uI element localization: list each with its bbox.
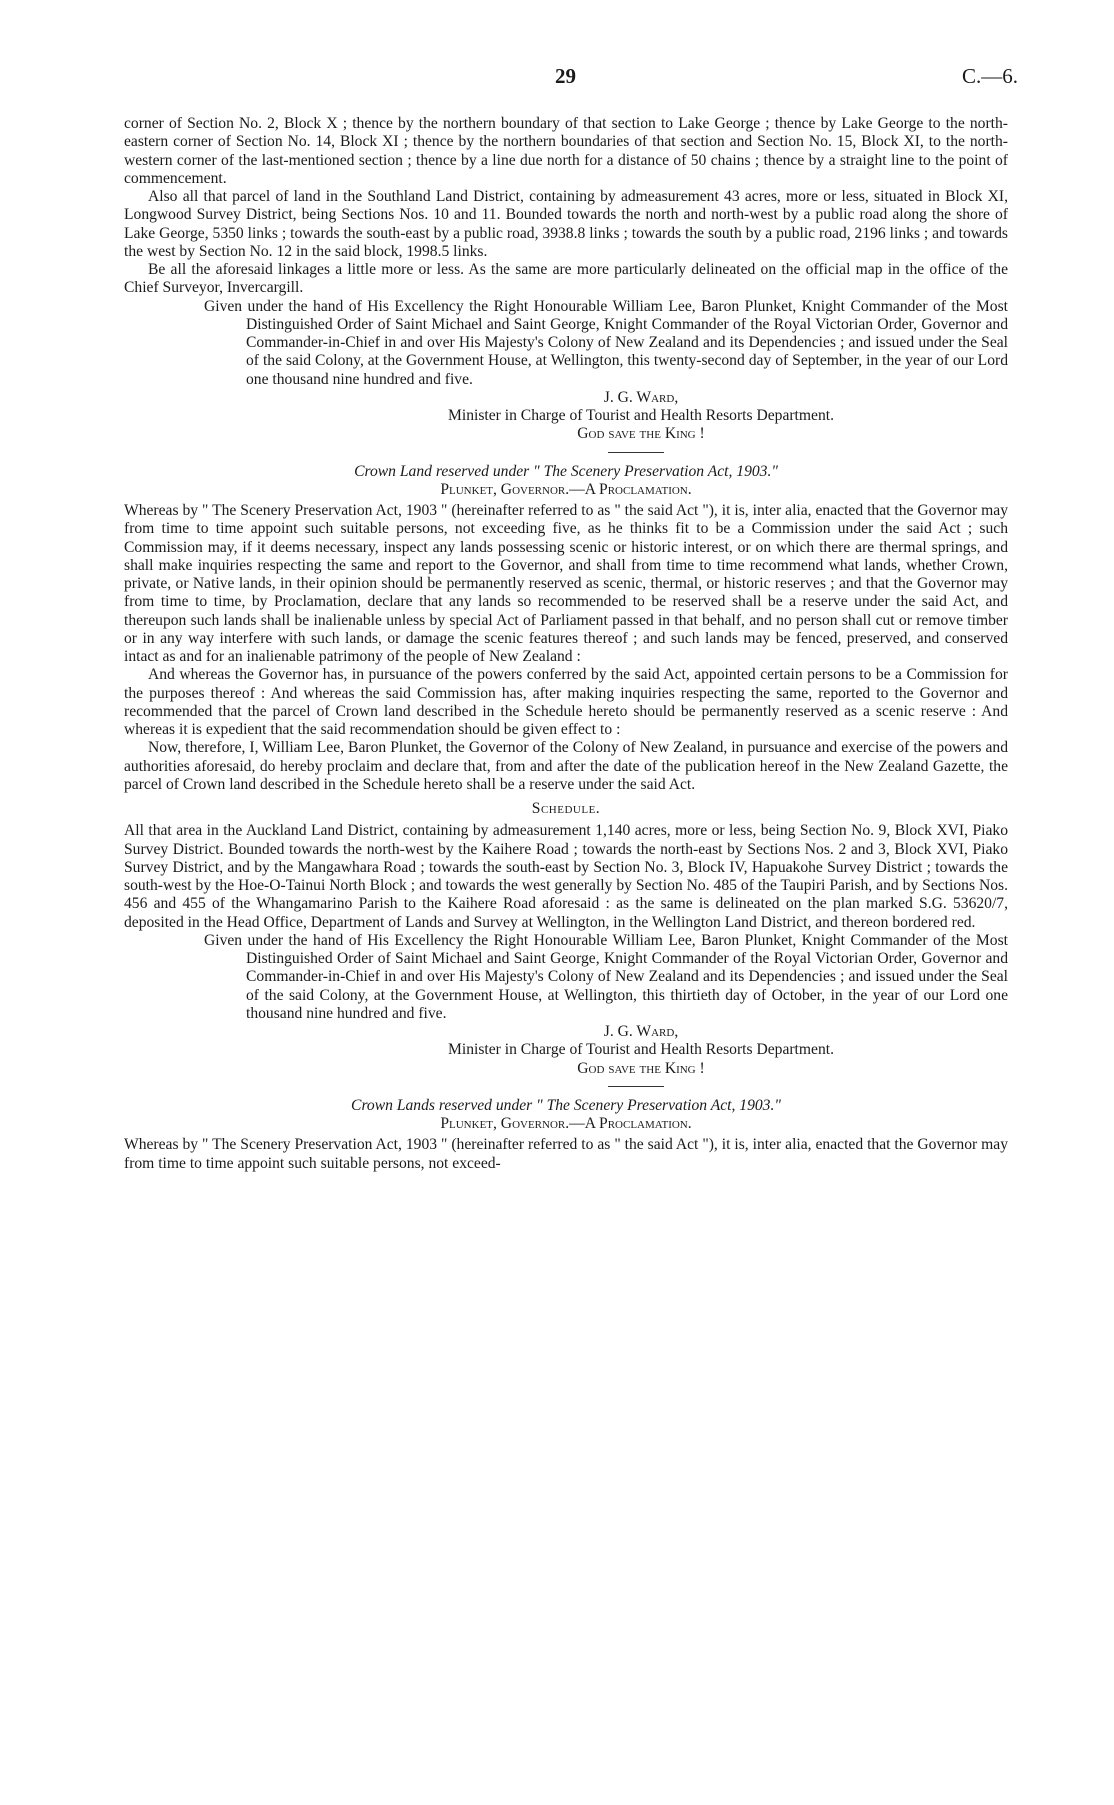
section-divider	[608, 452, 664, 453]
given-under-hand-paragraph: Given under the hand of His Excellency the Right Honourable William Lee, Baron Plunket, Knight Commander of the Most Distinguished Order of Saint Michael and Saint George, Knight Commander of the Royal Victorian Order, Governor and Commander-in-Chief in and over His Majesty's Colony of New Zealand and its Dependencies ; and issued under the Seal of the said Colony, at the Government House, at Wellington, this thirtieth day of October, in the year of our Lord one thousand nine hundred and five.	[204, 931, 1008, 1022]
proclamation-heading: Crown Lands reserved under " The Scenery Preservation Act, 1903."	[351, 1096, 781, 1114]
proclamation-heading: Crown Land reserved under " The Scenery Preservation Act, 1903."	[354, 462, 778, 480]
boundary-paragraph: corner of Section No. 2, Block X ; thence by the northern boundary of that section to Lake George ; thence by Lake George to the north-eastern corner of Section No. 14, Block XI ; thence by the northern boundaries of that section and Section No. 15, Block XI, to the north-western corner of the last-mentioned section ; thence by a line due north for a distance of 50 chains ; thence by a straight line to the point of commencement.	[124, 115, 1008, 187]
now-therefore-paragraph: Now, therefore, I, William Lee, Baron Plunket, the Governor of the Colony of New Zealand, in pursuance and exercise of the powers and authorities aforesaid, do hereby proclaim and declare that, from and after the date of the publication hereof in the New Zealand Gazette, the parcel of Crown land described in the Schedule hereto shall be a reserve under the said Act.	[124, 739, 1008, 793]
schedule-heading: Schedule.	[531, 800, 601, 817]
proclamation-subheading: Plunket, Governor.—A Proclamation.	[440, 1115, 692, 1132]
signature-name: J. G. Ward,	[603, 388, 679, 406]
proclamation-subheading: Plunket, Governor.—A Proclamation.	[440, 480, 692, 498]
page-header	[0, 64, 1114, 94]
god-save-the-king: God save the King !	[577, 425, 705, 443]
schedule-paragraph: All that area in the Auckland Land District, containing by admeasurement 1,140 acres, more or less, being Section No. 9, Block XVI, Piako Survey District. Bounded towards the north-west by the Kaihere Road ; towards the north-east by Sections Nos. 2 and 3, Block XVI, Piako Survey District, and by the Mangawhara Road ; towards the south-east by Section No. 3, Block IV, Hapuakohe Survey District ; towards the south-west by the Hoe-O-Tainui North Block ; and towards the west generally by Section No. 485 of the Taupiri Parish, and by Sections Nos. 456 and 455 of the Whangamarino Parish to the Kaihere Road aforesaid : as the same is delineated on the plan marked S.G. 53620/7, deposited in the Head Office, Department of Lands and Survey at Wellington, in the Wellington Land District, and thereon bordered red.	[124, 822, 1008, 931]
parcel-paragraph: Also all that parcel of land in the Southland Land District, containing by admeasurement 43 acres, more or less, situated in Block XI, Longwood Survey District, being Sections Nos. 10 and 11. Bounded towards the north and north-west by a public road along the shore of Lake George, 5350 links ; towards the south-east by a public road, 3938.8 links ; towards the south by a public road, 2196 links ; and towards the west by Section No. 12 in the said block, 1998.5 links.	[124, 188, 1008, 260]
signature-title: Minister in Charge of Tourist and Health Resorts Department.	[448, 1041, 834, 1059]
page-body	[124, 115, 1008, 1173]
signature-title: Minister in Charge of Tourist and Health Resorts Department.	[448, 407, 834, 424]
document-reference: C.—6.	[961, 64, 1018, 88]
and-whereas-paragraph: And whereas the Governor has, in pursuance of the powers conferred by the said Act, appointed certain persons to be a Commission for the purposes thereof : And whereas the said Commission has, after making inquiries respecting the same, reported to the Governor and recommended that the parcel of Crown land described in the Schedule hereto should be permanently reserved as a scenic reserve : And whereas it is expedient that the said recommendation should be given effect to :	[124, 666, 1008, 738]
page-number: 29	[555, 64, 576, 88]
whereas-paragraph: Whereas by " The Scenery Preservation Act, 1903 " (hereinafter referred to as " the said Act "), it is, inter alia, enacted that the Governor may from time to time appoint such suitable persons, not exceeding five, as he thinks fit to be a Commission under the said Act ; such Commission may, if it deems necessary, inspect any lands possessing scenic or historic interest, or on which there are thermal springs, and shall make inquiries respecting the same and report to the Governor, and shall from time to time recommend what lands, whether Crown, private, or Native lands, in their opinion should be permanently reserved as scenic, thermal, or historic reserves ; and that the Governor may from time to time, by Proclamation, declare that any lands so recommended to be reserved shall be a reserve under the said Act, and thereupon such lands shall be inalienable unless by special Act of Parliament passed in that behalf, and no person shall cut or remove timber or in any way interfere with such lands, or damage the scenic features thereof ; and such lands may be fenced, preserved, and conserved intact as and for an inalienable patrimony of the people of New Zealand :	[124, 502, 1008, 665]
given-under-hand-paragraph: Given under the hand of His Excellency the Right Honourable William Lee, Baron Plunket, Knight Commander of the Most Distinguished Order of Saint Michael and Saint George, Knight Commander of the Royal Victorian Order, Governor and Commander-in-Chief in and over His Majesty's Colony of New Zealand and its Dependencies ; and issued under the Seal of the said Colony, at the Government House, at Wellington, this twenty-second day of September, in the year of our Lord one thousand nine hundred and five.	[204, 297, 1008, 388]
section-divider	[608, 1086, 664, 1087]
whereas-paragraph: Whereas by " The Scenery Preservation Act, 1903 " (hereinafter referred to as " the said Act "), it is, inter alia, enacted that the Governor may from time to time appoint such suitable persons, not exceed-	[124, 1136, 1008, 1172]
linkages-paragraph: Be all the aforesaid linkages a little more or less. As the same are more particularly delineated on the official map in the office of the Chief Surveyor, Invercargill.	[124, 261, 1008, 297]
god-save-the-king: God save the King !	[577, 1059, 705, 1077]
signature-name: J. G. Ward,	[603, 1023, 679, 1040]
